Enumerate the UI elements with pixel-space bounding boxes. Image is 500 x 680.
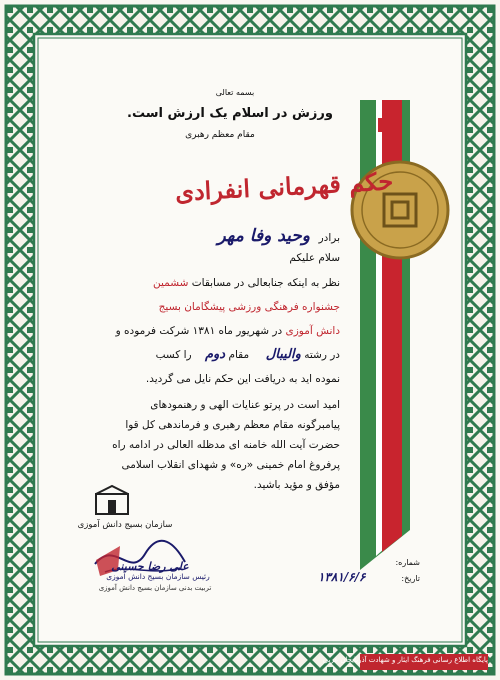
body-line-2: جشنواره فرهنگی ورزشی پیشگامان بسیج — [158, 301, 340, 313]
date-label: تاریخ: — [401, 574, 420, 583]
recipient-row — [60, 228, 340, 248]
rank-label: مقام — [228, 349, 250, 361]
closing-line-2: پیامبرگونه مقام معظم رهبری و فرماندهی کل قوا — [125, 419, 340, 431]
footer-banner — [322, 654, 488, 670]
invocation: بسمه تعالی — [215, 88, 255, 97]
rank-value: دوم — [204, 347, 226, 362]
footer-text: پایگاه اطلاع رسانی فرهنگ ایثار و شهادت آذربایجان غربی — [322, 656, 488, 664]
greeting: سلام علیکم — [289, 252, 340, 264]
closing-line-1: امید است در پرتو عنایات الهی و رهنمودهای — [150, 399, 340, 411]
closing-line-3: حضرت آیت الله خامنه ای مدظله العالی در ادامه راه — [112, 439, 340, 451]
number-label: شماره: — [395, 558, 420, 567]
recipient-name: وحید وفا مهر — [217, 226, 310, 246]
signer-subtitle: تربیت بدنی سازمان بسیج دانش آموزی — [98, 584, 212, 592]
closing-line-5: مؤفق و مؤید باشید. — [253, 479, 340, 491]
signer-name: علی رضا حسینی — [111, 560, 189, 573]
body-line-3-text: در شهریور ماه ۱۳۸۱ شرکت فرموده و — [115, 325, 283, 337]
sport-value: والیبال — [265, 347, 301, 362]
body-line-1-text: نظر به اینکه جنابعالی در مسابقات — [191, 277, 340, 289]
body-line-4-end: را کسب — [155, 349, 192, 361]
body-line-4 — [156, 348, 340, 362]
closing-text — [60, 398, 340, 498]
organization-emblem-icon — [92, 484, 132, 520]
body-text — [60, 276, 340, 386]
signer-title: رئیس سازمان بسیج دانش آموزی — [106, 572, 210, 581]
festival-ordinal: ششمین — [152, 277, 189, 289]
date-value: ۱۳۸۱/۶/۶ — [318, 570, 366, 584]
certificate-title: حکم قهرمانی انفرادی — [174, 166, 394, 207]
salutation-prefix: برادر — [318, 232, 340, 244]
signature-org: سازمان بسیج دانش آموزی — [77, 520, 173, 530]
body-line-1 — [153, 276, 340, 290]
body-line-3-org: دانش آموزی — [285, 325, 340, 337]
motto-attribution: مقام معظم رهبری — [185, 130, 255, 140]
sport-label: در رشته — [304, 349, 340, 361]
closing-line-4: پرفروغ امام خمینی «ره» و شهدای انقلاب اسلامی — [121, 459, 340, 471]
body-line-5: نموده اید به دریافت این حکم نایل می گردید. — [145, 373, 340, 385]
body-line-3 — [116, 324, 340, 338]
motto: ورزش در اسلام یک ارزش است. — [127, 106, 333, 121]
